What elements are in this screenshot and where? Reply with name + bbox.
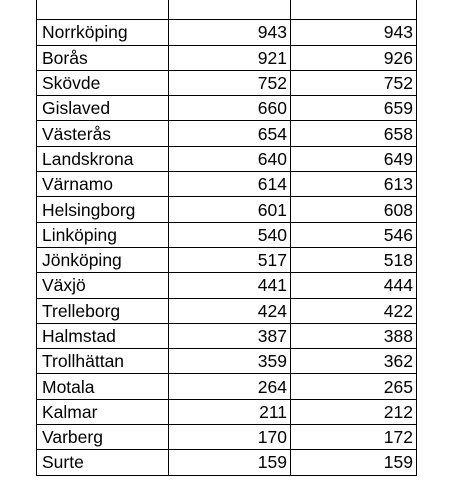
value-cell-1: 159 — [169, 450, 291, 475]
value-cell-2: 518 — [291, 247, 417, 272]
city-cell: Linköping — [37, 222, 169, 247]
city-cell: Kalmar — [37, 399, 169, 424]
value-cell-2: 388 — [291, 323, 417, 348]
city-cell: Varberg — [37, 425, 169, 450]
city-cell: Surte — [37, 450, 169, 475]
table-row — [37, 70, 417, 95]
table-row — [37, 425, 417, 450]
value-cell-1: 424 — [169, 298, 291, 323]
value-cell-1: 264 — [169, 374, 291, 399]
value-cell-1: 517 — [169, 247, 291, 272]
table-row — [37, 349, 417, 374]
table-row — [37, 298, 417, 323]
value-cell-1: 540 — [169, 222, 291, 247]
table-row — [37, 172, 417, 197]
value-cell-1: 614 — [169, 172, 291, 197]
city-cell: Borås — [37, 45, 169, 70]
table-row — [37, 450, 417, 475]
city-cell: Gislaved — [37, 96, 169, 121]
value-cell-2: 926 — [291, 45, 417, 70]
value-cell-1: 441 — [169, 273, 291, 298]
value-cell-1: 359 — [169, 349, 291, 374]
value-cell-2: 943 — [291, 20, 417, 45]
city-cell: Helsingborg — [37, 197, 169, 222]
value-cell-1: 601 — [169, 197, 291, 222]
value-cell-1: 211 — [169, 399, 291, 424]
value-cell-1: 943 — [169, 20, 291, 45]
value-cell-2: 608 — [291, 197, 417, 222]
value-cell-1: 640 — [169, 146, 291, 171]
value-cell-2: 659 — [291, 96, 417, 121]
table-row — [37, 374, 417, 399]
city-cell: Växjö — [37, 273, 169, 298]
value-cell-2: 172 — [291, 425, 417, 450]
value-cell-1: 387 — [169, 323, 291, 348]
table-row — [37, 96, 417, 121]
value-cell-2: 362 — [291, 349, 417, 374]
table-row — [37, 0, 417, 20]
value-cell-2: 613 — [291, 172, 417, 197]
table-row — [37, 146, 417, 171]
value-cell-2: 422 — [291, 298, 417, 323]
value-cell-2: 212 — [291, 399, 417, 424]
table-row — [37, 121, 417, 146]
table-row — [37, 45, 417, 70]
value-cell-1: 170 — [169, 425, 291, 450]
table-row — [37, 197, 417, 222]
city-cell: Jönköping — [37, 247, 169, 272]
value-cell-2: 159 — [291, 450, 417, 475]
table-row — [37, 273, 417, 298]
value-cell-2: 444 — [291, 273, 417, 298]
value-cell-1: 752 — [169, 70, 291, 95]
city-cell: Värnamo — [37, 172, 169, 197]
table-row — [37, 20, 417, 45]
city-table-body — [37, 0, 417, 475]
city-table — [36, 0, 417, 476]
value-cell-2 — [291, 0, 417, 20]
city-cell: Västerås — [37, 121, 169, 146]
city-table-container — [36, 0, 416, 476]
city-cell: Motala — [37, 374, 169, 399]
city-cell: Halmstad — [37, 323, 169, 348]
city-cell: Skövde — [37, 70, 169, 95]
city-cell: Trelleborg — [37, 298, 169, 323]
value-cell-1: 654 — [169, 121, 291, 146]
value-cell-2: 752 — [291, 70, 417, 95]
value-cell-1: 921 — [169, 45, 291, 70]
value-cell-2: 658 — [291, 121, 417, 146]
value-cell-2: 649 — [291, 146, 417, 171]
value-cell-2: 546 — [291, 222, 417, 247]
city-cell: Landskrona — [37, 146, 169, 171]
table-row — [37, 222, 417, 247]
city-cell — [37, 0, 169, 20]
city-cell: Norrköping — [37, 20, 169, 45]
value-cell-1: 660 — [169, 96, 291, 121]
value-cell-1 — [169, 0, 291, 20]
city-cell: Trollhättan — [37, 349, 169, 374]
value-cell-2: 265 — [291, 374, 417, 399]
table-row — [37, 323, 417, 348]
table-row — [37, 399, 417, 424]
table-row — [37, 247, 417, 272]
